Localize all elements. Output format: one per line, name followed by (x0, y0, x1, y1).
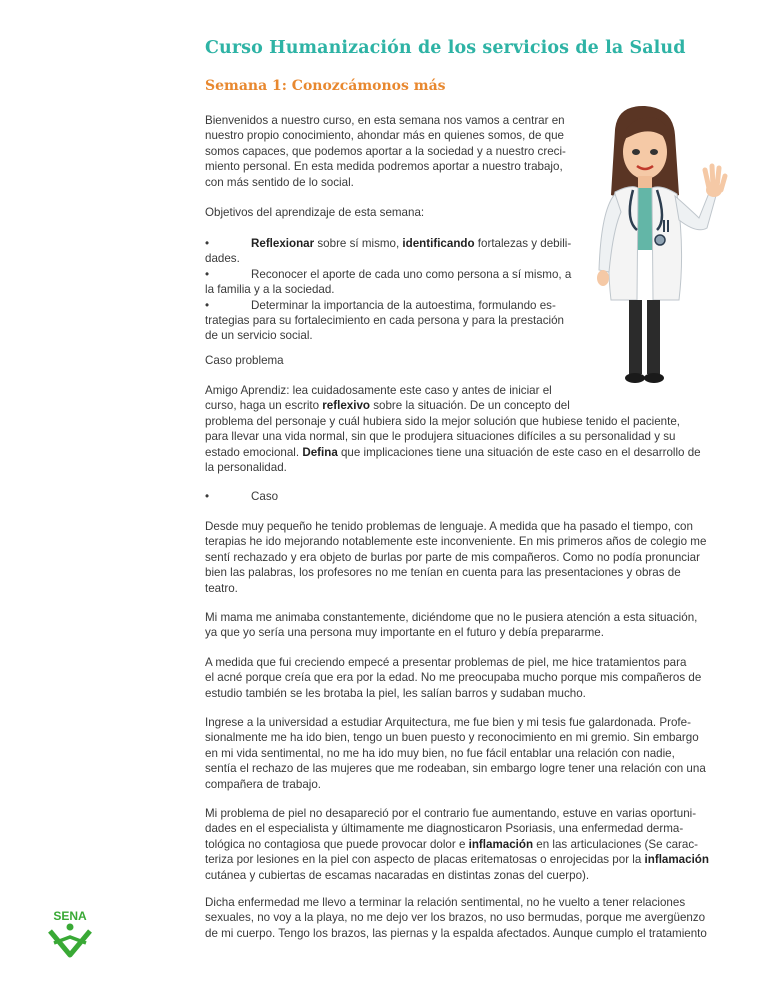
text-line: de mi cuerpo. Tengo los brazos, las piernas y la espalda afectados. Aunque cumplo el tratamiento (205, 926, 707, 940)
case-paragraph-4 (205, 715, 727, 792)
text-line: cutánea y cubiertas de escamas nacaradas en distintas zonas del cuerpo). (205, 868, 590, 882)
case-paragraph-1 (205, 519, 727, 596)
text-line: nuestro propio conocimiento, ahondar más en quienes somos, de que (205, 129, 564, 143)
text-line: el acné porque creía que era por la edad. No me preocupaba mucho porque mis compañeros de (205, 671, 702, 685)
text-line: compañera de trabajo. (205, 777, 322, 791)
text-line: miento personal. En esta medida podremos aportar a nuestro trabajo, (205, 160, 563, 174)
text-line: sexuales, no voy a la playa, no me dejo ver los brazos, no uso bermudas, porque me avergüenzo (205, 911, 706, 925)
text-line: ya que yo sería una persona muy importante en el futuro y debía prepararme. (205, 626, 604, 640)
case-paragraph-2 (205, 610, 727, 641)
text-line: dades. (205, 252, 240, 266)
list-item: • Reconocer el aporte de cada uno como persona a sí mismo, a (205, 267, 572, 281)
doctor-illustration (575, 100, 735, 390)
text-line: estado emocional. Defina que implicaciones tiene una situación de este caso en el desarrollo de (205, 445, 701, 459)
document-title: Curso Humanización de los servicios de la Salud (205, 38, 686, 58)
text-line: bien las palabras, los profesores no me tenían en cuenta para las presentaciones y obras de (205, 566, 681, 580)
case-paragraph-6 (205, 895, 727, 941)
text-line: Dicha enfermedad me llevo a terminar la relación sentimental, no he vuelto a tener relaciones (205, 896, 686, 909)
list-item: • Determinar la importancia de la autoestima, formulando es- (205, 298, 556, 312)
objectives-heading: Objetivos del aprendizaje de esta semana: (205, 206, 425, 219)
text-line: en mi vida sentimental, no me ha ido muy bien, no fue fácil entablar una relación con nadie, (205, 746, 675, 760)
text-line: Mi problema de piel no desapareció por el contrario fue aumentando, estuve en varias oportuni- (205, 807, 697, 820)
intro-paragraph (205, 113, 585, 190)
text-line: de un servicio social. (205, 329, 313, 343)
text-line: la familia y a la sociedad. (205, 283, 335, 297)
case-paragraph-5 (205, 806, 727, 883)
case-paragraph-3 (205, 655, 727, 701)
text-line: curso, haga un escrito reflexivo sobre la situación. De un concepto del (205, 399, 570, 413)
text-line: estudio también se les brotaba la piel, les salían barros y sudaban mucho. (205, 686, 586, 700)
sena-logo-text: SENA (53, 909, 87, 923)
text-line: A medida que fui creciendo empecé a presentar problemas de piel, me hice tratamientos para (205, 656, 687, 669)
text-line: con más sentido de lo social. (205, 175, 354, 189)
list-item: • Reflexionar sobre sí mismo, identificando fortalezas y debili- (205, 237, 572, 250)
text-line: trategias para su fortalecimiento en cada persona y para la prestación (205, 314, 564, 328)
text-line: somos capaces, que podemos aportar a la sociedad y a nuestro creci- (205, 144, 566, 158)
text-line: Ingrese a la universidad a estudiar Arquitectura, me fue bien y mi tesis fue galardonada. Profe- (205, 716, 691, 729)
text-line: teriza por lesiones en la piel con aspecto de placas eritematosas o enrojecidas por la inflamación (205, 853, 709, 867)
text-line: sionalmente me ha ido bien, tengo un buen puesto y reconocimiento en mi gremio. Sin embargo (205, 731, 699, 745)
text-line: tológica no contagiosa que puede provocar dolor e inflamación en las articulaciones (Se carac- (205, 837, 699, 851)
text-line: para llevar una vida normal, sin que le produjera situaciones difíciles a su personalidad y su (205, 430, 676, 444)
text-line: sentí rechazado y era objeto de burlas por parte de mis compañeros. Como no podía pronunciar (205, 550, 700, 564)
amigo-paragraph (205, 383, 727, 475)
text-line: teatro. (205, 581, 238, 595)
case-heading: Caso problema (205, 354, 284, 367)
objectives-list (205, 236, 585, 344)
text-line: Mi mama me animaba constantemente, diciéndome que no le pusiera atención a esta situación, (205, 611, 698, 624)
text-line: la personalidad. (205, 461, 287, 475)
week-subtitle: Semana 1: Conozcámonos más (205, 78, 446, 94)
text-line: dades en el especialista y últimamente me diagnosticaron Psoriasis, una enfermedad derma- (205, 822, 684, 836)
sena-logo (40, 905, 100, 965)
text-line: problema del personaje y cuál hubiera sido la mejor solución que hubiese tenido el paciente, (205, 414, 681, 428)
text-line: Bienvenidos a nuestro curso, en esta semana nos vamos a centrar en (205, 114, 565, 127)
caso-item: • Caso (205, 490, 279, 503)
text-line: Desde muy pequeño he tenido problemas de lenguaje. A medida que ha pasado el tiempo, con (205, 520, 693, 533)
text-line: sentía el rechazo de las mujeres que me rodeaban, sin embargo logre tener una relación con una (205, 762, 706, 776)
text-line: terapias he ido mejorando notablemente este inconveniente. En mis primeros años de colegio me (205, 535, 707, 549)
text-line: Amigo Aprendiz: lea cuidadosamente este caso y antes de iniciar el (205, 384, 552, 397)
